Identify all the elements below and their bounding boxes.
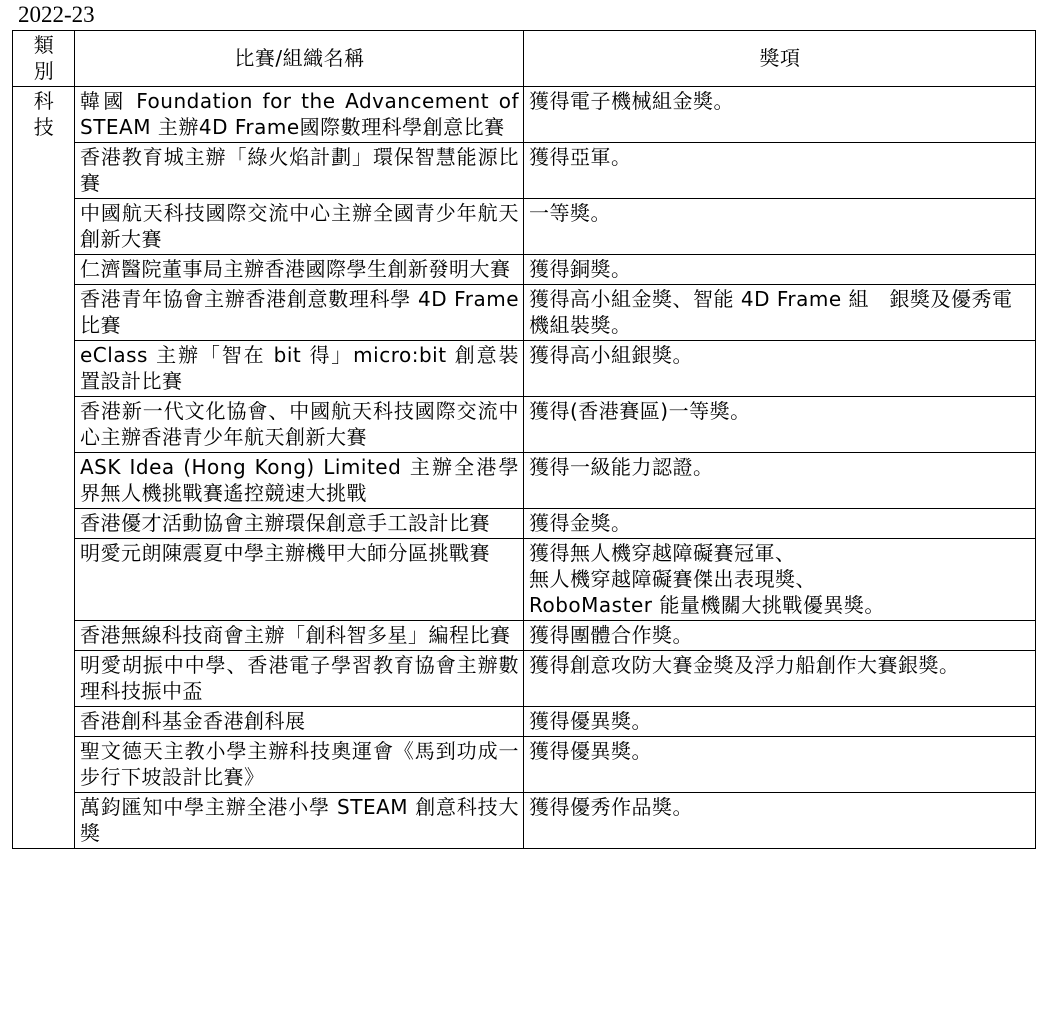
award-line: 獲得高小組金獎、智能 4D Frame 組 銀獎及優秀電機組裝獎。 [529, 287, 1013, 337]
award-cell [524, 651, 1036, 707]
award-cell [524, 255, 1036, 285]
award-line: 獲得金獎。 [529, 511, 632, 535]
competition-cell: eClass 主辦「智在 bit 得」micro:bit 創意裝置設計比賽 [75, 341, 524, 397]
award-cell [524, 509, 1036, 539]
competition-cell: 香港無線科技商會主辦「創科智多星」編程比賽 [75, 621, 524, 651]
award-cell [524, 621, 1036, 651]
table-row [13, 539, 1036, 621]
table-row [13, 87, 1036, 143]
award-cell [524, 87, 1036, 143]
competition-cell: 香港新一代文化協會、中國航天科技國際交流中心主辦香港青少年航天創新大賽 [75, 397, 524, 453]
award-cell [524, 793, 1036, 849]
award-line: 獲得一級能力認證。 [529, 455, 714, 479]
table-header-row [13, 31, 1036, 87]
award-line: 獲得無人機穿越障礙賽冠軍、 [529, 541, 796, 565]
header-category [13, 31, 75, 87]
table-row [13, 793, 1036, 849]
award-line: 獲得亞軍。 [529, 145, 632, 169]
award-cell [524, 143, 1036, 199]
table-body [13, 87, 1036, 849]
award-line: 獲得創意攻防大賽金獎及浮力船創作大賽銀獎。 [529, 653, 960, 677]
award-line: 獲得團體合作獎。 [529, 623, 693, 647]
award-line: 獲得銅獎。 [529, 257, 632, 281]
table-row [13, 143, 1036, 199]
table-row [13, 737, 1036, 793]
awards-table [12, 30, 1036, 849]
competition-cell: 香港優才活動協會主辦環保創意手工設計比賽 [75, 509, 524, 539]
award-cell [524, 285, 1036, 341]
award-line: 一等獎。 [529, 201, 611, 225]
competition-cell: 香港創科基金香港創科展 [75, 707, 524, 737]
table-row [13, 621, 1036, 651]
award-line: 獲得高小組銀獎。 [529, 343, 693, 367]
award-cell [524, 453, 1036, 509]
competition-cell: 仁濟醫院董事局主辦香港國際學生創新發明大賽 [75, 255, 524, 285]
competition-cell: 中國航天科技國際交流中心主辦全國青少年航天創新大賽 [75, 199, 524, 255]
competition-cell: 明愛元朗陳震夏中學主辦機甲大師分區挑戰賽 [75, 539, 524, 621]
table-row [13, 285, 1036, 341]
competition-cell: 聖文德天主教小學主辦科技奧運會《馬到功成一步行下坡設計比賽》 [75, 737, 524, 793]
competition-cell: 萬鈞匯知中學主辦全港小學 STEAM 創意科技大獎 [75, 793, 524, 849]
table-row [13, 255, 1036, 285]
header-competition: 比賽/組織名稱 [75, 31, 524, 87]
award-cell [524, 397, 1036, 453]
award-line: RoboMaster 能量機關大挑戰優異獎。 [529, 593, 885, 617]
award-line: 獲得優異獎。 [529, 739, 652, 763]
header-category-label: 類 別 [33, 33, 55, 83]
table-row [13, 707, 1036, 737]
competition-cell: 香港青年協會主辦香港創意數理科學 4D Frame 比賽 [75, 285, 524, 341]
award-line: 獲得優秀作品獎。 [529, 795, 693, 819]
award-cell [524, 341, 1036, 397]
table-row [13, 651, 1036, 707]
header-award: 獎項 [524, 31, 1036, 87]
competition-cell: 香港教育城主辦「綠火焰計劃」環保智慧能源比賽 [75, 143, 524, 199]
award-cell [524, 737, 1036, 793]
table-row [13, 453, 1036, 509]
award-cell [524, 707, 1036, 737]
award-line: 獲得電子機械組金獎。 [529, 89, 734, 113]
category-cell: 科 技 [13, 87, 75, 849]
award-cell [524, 539, 1036, 621]
award-line: 獲得(香港賽區)一等獎。 [529, 399, 751, 423]
table-row [13, 509, 1036, 539]
competition-cell: 韓國 Foundation for the Advancement of STEAM 主辦4D Frame國際數理科學創意比賽 [75, 87, 524, 143]
year-heading: 2022-23 [18, 2, 95, 27]
award-line: 無人機穿越障礙賽傑出表現獎、 [529, 567, 816, 591]
award-line: 獲得優異獎。 [529, 709, 652, 733]
competition-cell: 明愛胡振中中學、香港電子學習教育協會主辦數理科技振中盃 [75, 651, 524, 707]
table-row [13, 199, 1036, 255]
award-cell [524, 199, 1036, 255]
table-row [13, 397, 1036, 453]
table-row [13, 341, 1036, 397]
competition-cell: ASK Idea (Hong Kong) Limited 主辦全港學界無人機挑戰賽遙控競速大挑戰 [75, 453, 524, 509]
